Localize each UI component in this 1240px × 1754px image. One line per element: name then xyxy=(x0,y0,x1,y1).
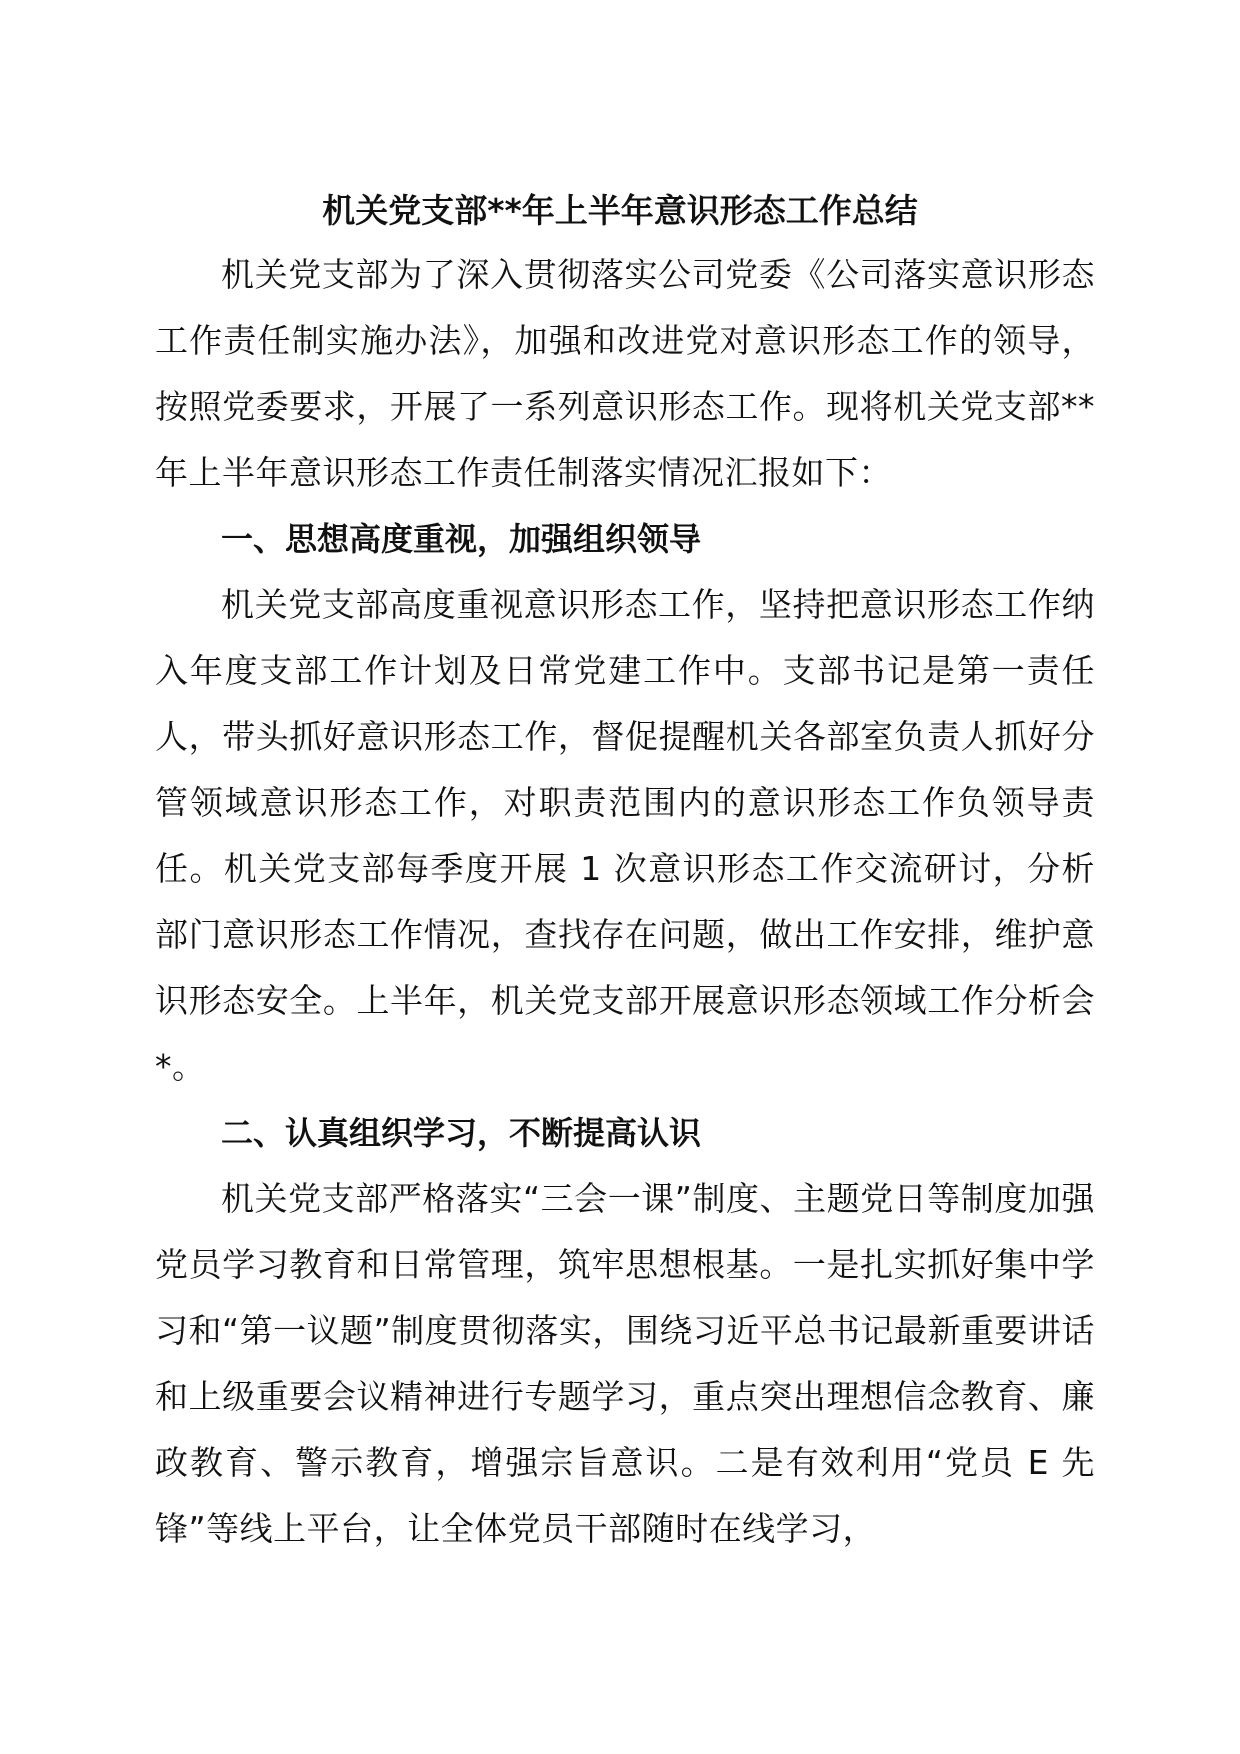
section-heading-1: 一、思想高度重视，加强组织领导 xyxy=(221,520,702,558)
section-paragraph-1: 机关党支部高度重视意识形态工作，坚持把意识形态工作纳入年度支部工作计划及日常党建工作中。支部书记是第一责任人，带头抓好意识形态工作，督促提醒机关各部室负责人抓好分管领域意识形态工作，对职责范围内的意识形态工作负领导责任。机关党支部每季度开展 1 次意识形态工作交流研讨，分析部门意识形态工作情况，查找存在问题，做出工作安排，维护意识形态安全。上半年，机关党支部开展意识形态领域工作分析会*。 xyxy=(155,585,1095,1086)
section-heading-2: 二、认真组织学习，不断提高认识 xyxy=(221,1114,702,1152)
document-title: 机关党支部**年上半年意识形态工作总结 xyxy=(322,191,918,230)
section-paragraph-2: 机关党支部严格落实“三会一课”制度、主题党日等制度加强党员学习教育和日常管理，筑牢思想根基。一是扎实抓好集中学习和“第一议题”制度贯彻落实，围绕习近平总书记最新重要讲话和上级重要会议精神进行专题学习，重点突出理想信念教育、廉政教育、警示教育，增强宗旨意识。二是有效利用“党员 E 先锋”等线上平台，让全体党员干部随时在线学习， xyxy=(155,1179,1095,1548)
intro-paragraph: 机关党支部为了深入贯彻落实公司党委《公司落实意识形态工作责任制实施办法》，加强和改进党对意识形态工作的领导，按照党委要求，开展了一系列意识形态工作。现将机关党支部**年上半年意识形态工作责任制落实情况汇报如下： xyxy=(155,255,1095,492)
document-body xyxy=(155,242,1095,1562)
